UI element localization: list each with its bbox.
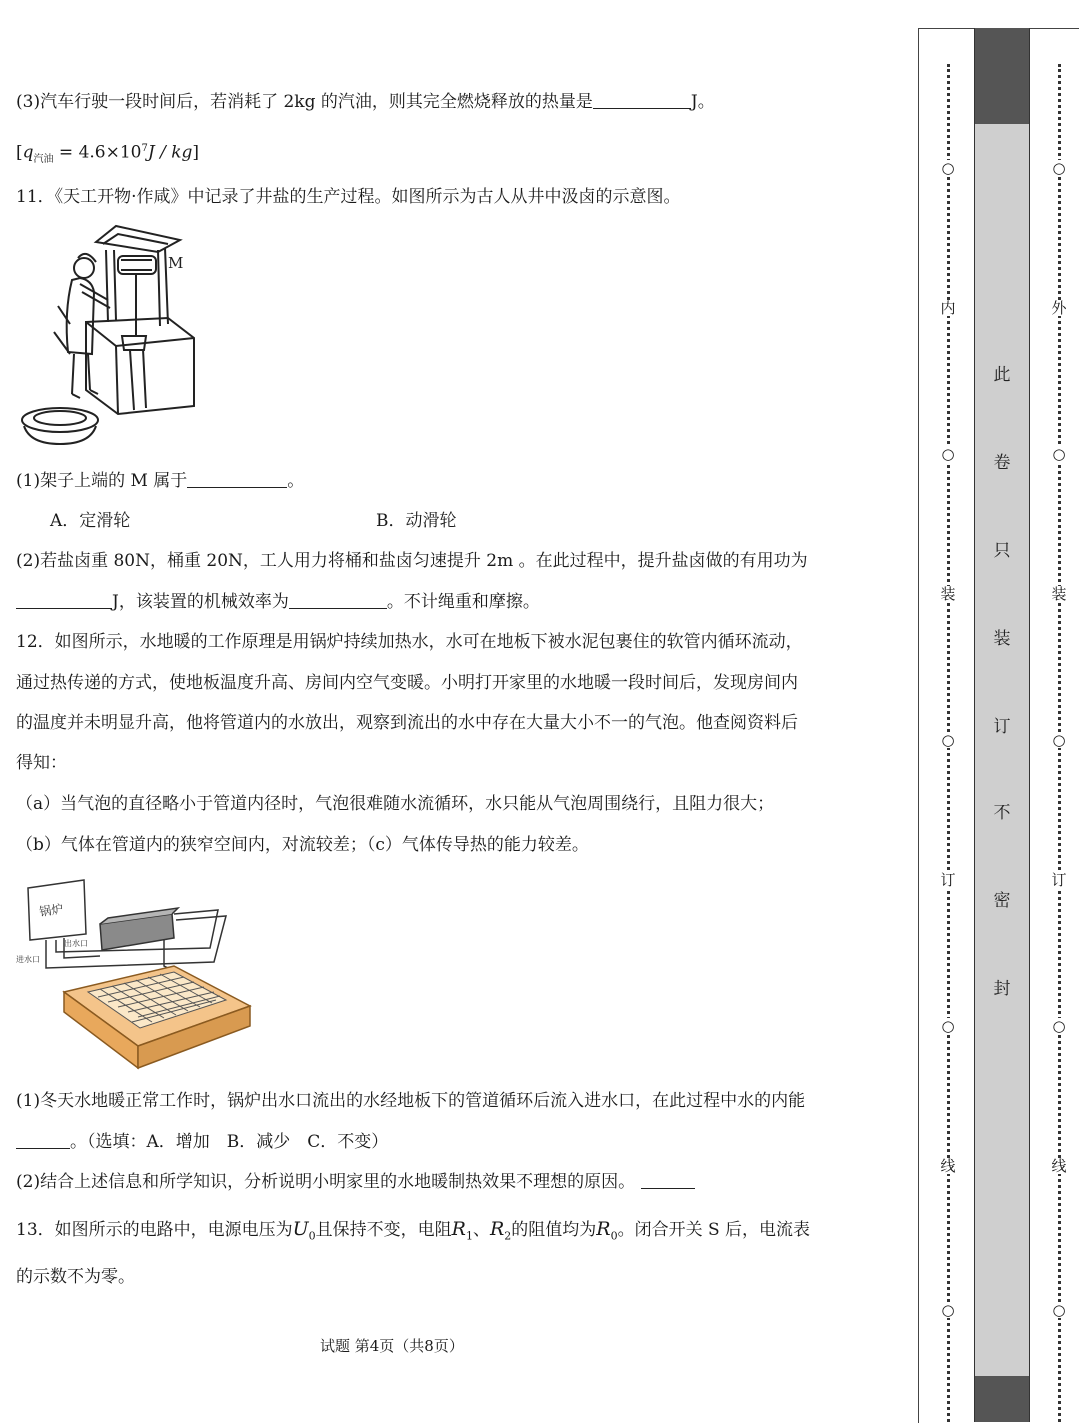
seal-band-top: [975, 28, 1029, 124]
q11-part2-end: 。不计绳重和摩擦。: [386, 592, 540, 612]
outer-label: 订: [1049, 872, 1069, 888]
q13-r1-sub: 1: [465, 1229, 473, 1243]
q12-line3: 的温度并未明显升高，他将管道内的水放出，观察到流出的水中存在大量大小不一的气泡。他查阅资料后: [16, 713, 798, 733]
seal-char: 密: [993, 891, 1011, 911]
q11-part1-text: (1)架子上端的 M 属于: [16, 471, 188, 491]
circle-marker: ○: [938, 160, 958, 176]
floor-heating-diagram: [14, 876, 254, 1072]
q11-part1: [16, 470, 304, 492]
page-footer: 试题 第4页（共8页）: [320, 1337, 464, 1355]
inner-label: 装: [938, 586, 958, 602]
outlet-label: 出水口: [64, 939, 88, 948]
q11-part2-unit: J，该装置的机械效率为: [112, 592, 289, 612]
formula-q: q: [22, 142, 34, 163]
q13-u-sub: 0: [308, 1229, 316, 1243]
q13-r1: R: [451, 1218, 466, 1240]
q12-line1: 12．如图所示，水地暖的工作原理是用锅炉持续加热水，水可在地板下被水泥包裹住的软管内循环流动，: [16, 632, 803, 652]
formula-unit: J / kg: [147, 142, 193, 163]
q11-option-b: B．动滑轮: [376, 511, 457, 531]
q12-part1-blank[interactable]: [16, 1132, 70, 1149]
q12-line4: 得知：: [16, 753, 67, 773]
q11-efficiency-blank[interactable]: [289, 592, 387, 609]
circle-marker: ○: [938, 732, 958, 748]
circle-marker: ○: [938, 446, 958, 462]
q11-part2: (2)若盐卤重 80N，桶重 20N，工人用力将桶和盐卤匀速提升 2m 。在此过程中，提升盐卤做的有用功为: [16, 551, 808, 571]
q12-part2: [16, 1171, 695, 1193]
q10-answer-blank[interactable]: [593, 92, 691, 109]
inner-label: 线: [938, 1158, 958, 1174]
seal-char: 不: [993, 803, 1011, 823]
q11-option-a: A．定滑轮: [50, 511, 131, 531]
q13-u: U: [292, 1218, 309, 1240]
formula-bracket-open: [: [16, 142, 23, 163]
circle-marker: ○: [1049, 732, 1069, 748]
q10-part3-unit: J。: [690, 92, 715, 112]
q13-line2: 的示数不为零。: [16, 1267, 135, 1287]
circle-marker: ○: [1049, 1018, 1069, 1034]
seal-char: 封: [993, 979, 1011, 999]
q11-intro: 11．《天工开物·作咸》中记录了井盐的生产过程。如图所示为古人从井中汲卤的示意图。: [16, 187, 681, 207]
q12-part2-text: (2)结合上述信息和所学知识，分析说明小明家里的水地暖制热效果不理想的原因。: [16, 1172, 636, 1192]
q13-text-4: 。闭合开关 S 后，电流表: [617, 1220, 811, 1240]
q12-part1-line2: [16, 1131, 388, 1153]
seal-band: [974, 28, 1030, 1422]
outer-label: 外: [1049, 300, 1069, 316]
q10-formula: [16, 138, 199, 171]
seal-char: 此: [993, 365, 1011, 385]
q11-part1-end: 。: [287, 471, 305, 491]
outer-label: 装: [1049, 586, 1069, 602]
inner-label: 订: [938, 872, 958, 888]
q13-text-2: 且保持不变，电阻: [315, 1220, 452, 1240]
seal-char: 装: [993, 629, 1011, 649]
q12-line2: 通过热传递的方式，使地板温度升高、房间内空气变暖。小明打开家里的水地暖一段时间后，发现房间内: [16, 673, 798, 693]
q13-r2: R: [489, 1218, 505, 1240]
seal-char: 卷: [993, 453, 1011, 473]
well-illustration: [18, 222, 218, 452]
q12-part2-blank[interactable]: [641, 1172, 695, 1189]
q13-text-1: 13．如图所示的电路中，电源电压为: [16, 1220, 293, 1240]
inner-label: 内: [938, 300, 958, 316]
q13-r2-sub: 2: [504, 1229, 512, 1243]
q13-sep: 、: [472, 1220, 490, 1240]
q11-useful-work-blank[interactable]: [16, 592, 112, 609]
q13-text-3: 的阻值均为: [511, 1220, 597, 1240]
q10-part3: [16, 91, 715, 113]
seal-band-bottom: [975, 1376, 1029, 1422]
formula-sub: 汽油: [33, 154, 54, 166]
binding-strip: [918, 28, 1080, 1422]
q12-point-bc: （b）气体在管道内的狭窄空间内，对流较差；（c）气体传导热的能力较差。: [16, 835, 589, 855]
q13-r0: R: [596, 1218, 611, 1240]
q10-part3-text: (3)汽车行驶一段时间后，若消耗了 2kg 的汽油，则其完全燃烧释放的热量是: [16, 92, 593, 112]
q11-part2-cont: [16, 591, 540, 613]
circle-marker: ○: [1049, 160, 1069, 176]
circle-marker: ○: [1049, 1302, 1069, 1318]
formula-value: = 4.6×10: [53, 142, 142, 163]
well-label-m: M: [168, 254, 184, 272]
seal-char: 订: [993, 717, 1011, 737]
q13-line1: [16, 1218, 810, 1247]
formula-exponent: 7: [141, 143, 148, 154]
circle-marker: ○: [1049, 446, 1069, 462]
q11-part1-blank[interactable]: [187, 471, 287, 488]
q12-part1-choices: 。（选填：A．增加 B．减少 C．不变）: [70, 1132, 389, 1152]
circle-marker: ○: [938, 1018, 958, 1034]
q12-point-a: （a）当气泡的直径略小于管道内径时，气泡很难随水流循环，水只能从气泡周围绕行，且阻力很大；: [16, 794, 775, 814]
seal-char: 只: [993, 541, 1011, 561]
q12-part1-line1: (1)冬天水地暖正常工作时，锅炉出水口流出的水经地板下的管道循环后流入进水口，在此过程中水的内能: [16, 1091, 806, 1111]
inlet-label: 进水口: [16, 955, 40, 964]
q13-r0-sub: 0: [610, 1229, 618, 1243]
outer-label: 线: [1049, 1158, 1069, 1174]
boiler-label: 锅炉: [38, 901, 65, 919]
circle-marker: ○: [938, 1302, 958, 1318]
formula-bracket-close: ]: [192, 142, 200, 163]
